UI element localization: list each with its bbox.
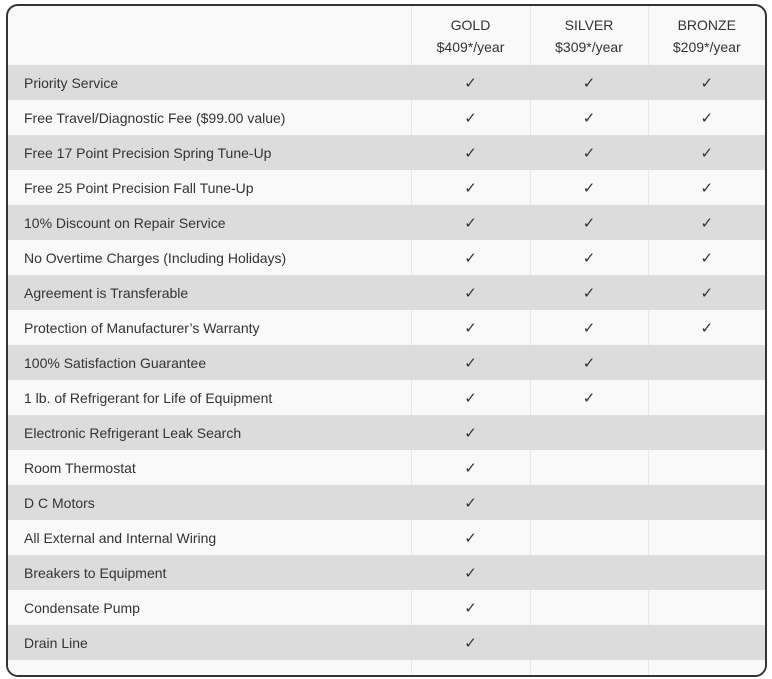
table-row	[8, 345, 765, 380]
bronze-cell	[648, 65, 765, 100]
table-row	[8, 485, 765, 520]
bronze-cell	[648, 135, 765, 170]
gold-cell	[411, 485, 530, 520]
check-icon: ✓	[582, 109, 596, 127]
plan-silver-header	[530, 6, 648, 65]
bronze-cell	[648, 625, 765, 660]
table-row	[8, 450, 765, 485]
feature-label: Priority Service	[8, 65, 411, 100]
check-icon: ✓	[700, 109, 714, 127]
silver-cell	[530, 65, 648, 100]
check-icon: ✓	[582, 389, 596, 407]
check-icon: ✓	[700, 144, 714, 162]
check-icon: ✓	[582, 179, 596, 197]
table-row	[8, 590, 765, 625]
check-icon: ✓	[582, 319, 596, 337]
bronze-cell	[648, 485, 765, 520]
bronze-cell	[648, 555, 765, 590]
feature-label: Condensate Pump	[8, 590, 411, 625]
plan-price: $209*/year	[672, 38, 741, 55]
bronze-cell	[648, 100, 765, 135]
empty-row	[8, 660, 765, 677]
feature-label: D C Motors	[8, 485, 411, 520]
feature-label: Free 25 Point Precision Fall Tune-Up	[8, 170, 411, 205]
plan-comparison-table	[6, 4, 767, 677]
gold-cell	[411, 100, 530, 135]
check-icon: ✓	[700, 74, 714, 92]
gold-cell	[411, 65, 530, 100]
silver-cell	[530, 100, 648, 135]
table-row	[8, 240, 765, 275]
bronze-cell	[648, 170, 765, 205]
bronze-cell	[648, 380, 765, 415]
bronze-cell	[648, 415, 765, 450]
header-row	[8, 6, 765, 65]
feature-label: Room Thermostat	[8, 450, 411, 485]
silver-cell	[530, 485, 648, 520]
plan-price: $309*/year	[555, 38, 623, 55]
feature-label: Free 17 Point Precision Spring Tune-Up	[8, 135, 411, 170]
table-row	[8, 100, 765, 135]
bronze-cell	[648, 590, 765, 625]
check-icon: ✓	[464, 284, 477, 302]
check-icon: ✓	[464, 144, 477, 162]
bronze-cell	[648, 345, 765, 380]
silver-cell	[530, 345, 648, 380]
table-row	[8, 625, 765, 660]
silver-cell	[530, 275, 648, 310]
feature-header	[8, 6, 411, 65]
check-icon: ✓	[582, 354, 596, 372]
silver-cell	[530, 450, 648, 485]
gold-cell	[411, 380, 530, 415]
gold-cell	[411, 555, 530, 590]
silver-cell	[530, 625, 648, 660]
check-icon: ✓	[582, 284, 596, 302]
silver-cell	[530, 135, 648, 170]
bronze-cell	[648, 240, 765, 275]
plan-bronze-header	[648, 6, 765, 65]
feature-label: Protection of Manufacturer’s Warranty	[8, 310, 411, 345]
gold-cell	[411, 345, 530, 380]
bronze-cell	[648, 275, 765, 310]
check-icon: ✓	[582, 74, 596, 92]
silver-cell	[530, 380, 648, 415]
check-icon: ✓	[464, 564, 477, 582]
gold-cell	[411, 240, 530, 275]
silver-cell	[530, 590, 648, 625]
plan-name: GOLD	[450, 16, 491, 33]
check-icon: ✓	[582, 249, 596, 267]
check-icon: ✓	[582, 144, 596, 162]
check-icon: ✓	[464, 424, 477, 442]
check-icon: ✓	[700, 284, 714, 302]
check-icon: ✓	[700, 179, 714, 197]
check-icon: ✓	[464, 74, 477, 92]
table-row	[8, 380, 765, 415]
check-icon: ✓	[700, 319, 714, 337]
check-icon: ✓	[464, 214, 477, 232]
check-icon: ✓	[464, 634, 477, 652]
gold-cell	[411, 135, 530, 170]
gold-cell	[411, 520, 530, 555]
silver-cell	[530, 310, 648, 345]
silver-cell	[530, 555, 648, 590]
table-row	[8, 65, 765, 100]
table-row	[8, 170, 765, 205]
feature-label: 10% Discount on Repair Service	[8, 205, 411, 240]
table-row	[8, 135, 765, 170]
gold-cell	[411, 625, 530, 660]
bronze-cell	[648, 310, 765, 345]
feature-label: All External and Internal Wiring	[8, 520, 411, 555]
feature-label: No Overtime Charges (Including Holidays)	[8, 240, 411, 275]
check-icon: ✓	[464, 459, 477, 477]
silver-cell	[530, 205, 648, 240]
plan-name: BRONZE	[677, 16, 736, 33]
table-row	[8, 520, 765, 555]
feature-label: 100% Satisfaction Guarantee	[8, 345, 411, 380]
check-icon: ✓	[464, 599, 477, 617]
check-icon: ✓	[464, 319, 477, 337]
gold-cell	[411, 275, 530, 310]
check-icon: ✓	[464, 179, 477, 197]
table-row	[8, 275, 765, 310]
plan-gold-header	[411, 6, 530, 65]
feature-label: Electronic Refrigerant Leak Search	[8, 415, 411, 450]
table-row	[8, 555, 765, 590]
gold-cell	[411, 450, 530, 485]
bronze-cell	[648, 450, 765, 485]
check-icon: ✓	[464, 354, 477, 372]
gold-cell	[411, 310, 530, 345]
feature-label: Agreement is Transferable	[8, 275, 411, 310]
plan-name: SILVER	[564, 16, 614, 33]
silver-cell	[530, 520, 648, 555]
silver-cell	[530, 170, 648, 205]
check-icon: ✓	[464, 249, 477, 267]
check-icon: ✓	[464, 529, 477, 547]
feature-label: Drain Line	[8, 625, 411, 660]
check-icon: ✓	[582, 214, 596, 232]
table-row	[8, 310, 765, 345]
gold-cell	[411, 170, 530, 205]
check-icon: ✓	[700, 249, 714, 267]
bronze-cell	[648, 520, 765, 555]
check-icon: ✓	[700, 214, 714, 232]
silver-cell	[530, 240, 648, 275]
check-icon: ✓	[464, 109, 477, 127]
feature-label: 1 lb. of Refrigerant for Life of Equipment	[8, 380, 411, 415]
gold-cell	[411, 590, 530, 625]
gold-cell	[411, 415, 530, 450]
check-icon: ✓	[464, 389, 477, 407]
table-row	[8, 205, 765, 240]
table-row	[8, 415, 765, 450]
feature-label: Free Travel/Diagnostic Fee ($99.00 value)	[8, 100, 411, 135]
silver-cell	[530, 415, 648, 450]
gold-cell	[411, 205, 530, 240]
plan-price: $409*/year	[436, 38, 505, 55]
feature-label: Breakers to Equipment	[8, 555, 411, 590]
check-icon: ✓	[464, 494, 477, 512]
bronze-cell	[648, 205, 765, 240]
